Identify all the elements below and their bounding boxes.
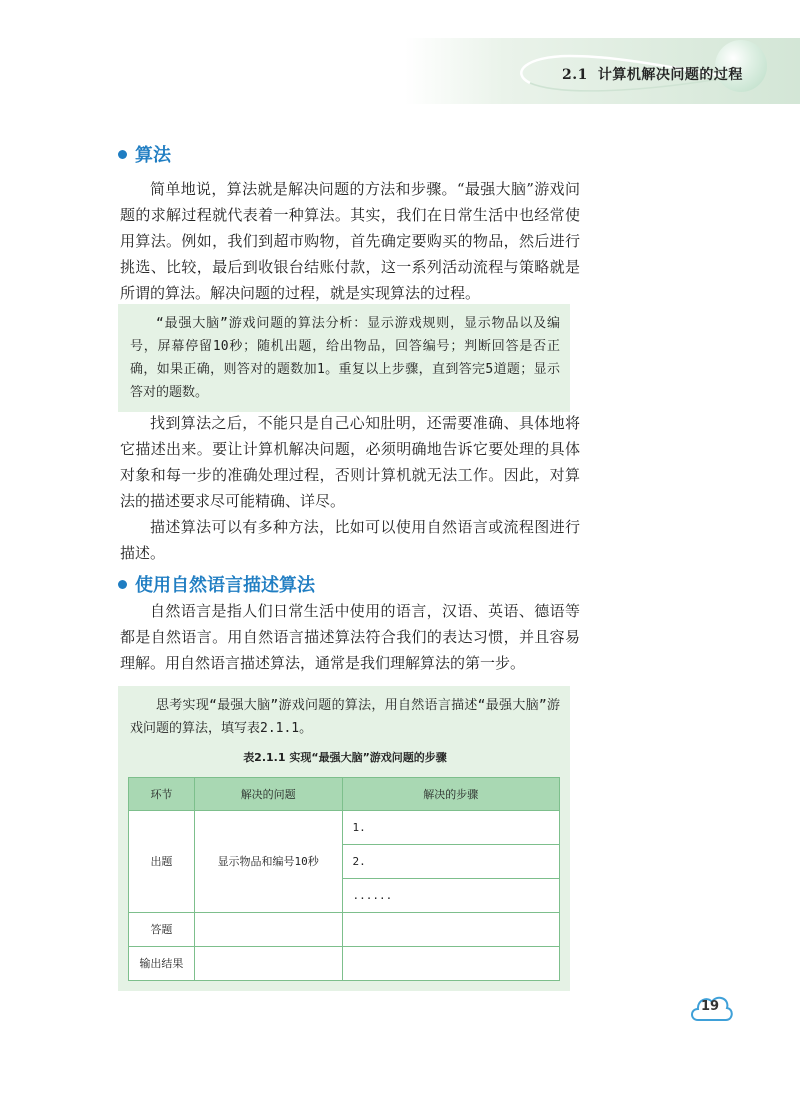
section-heading-text: 使用自然语言描述算法 (135, 575, 315, 596)
table-row (129, 811, 560, 845)
analysis-box-text: “最强大脑”游戏问题的算法分析：显示游戏规则，显示物品以及编号，屏幕停留10秒；随机出题，给出物品，回答编号；判断回答是否正确，如果正确，则答对的题数加1。重复以上步骤，直到答完5道题；显示答对的题数。 (130, 316, 560, 400)
table-cell-problem (194, 947, 342, 981)
table-cell-problem (194, 913, 342, 947)
table-cell-step (342, 913, 560, 947)
header-section-title: 计算机解决问题的过程 (597, 67, 743, 83)
bullet-dot-icon (118, 150, 127, 159)
table-cell-step: ...... (342, 879, 560, 913)
header-section-number: 2.1 (562, 67, 588, 83)
table-cell-problem: 显示物品和编号10秒 (194, 811, 342, 913)
paragraph-natural-language: 自然语言是指人们日常生活中使用的语言，汉语、英语、德语等都是自然语言。用自然语言描述算法符合我们的表达习惯，并且容易理解。用自然语言描述算法，通常是我们理解算法的第一步。 (120, 602, 580, 672)
paragraph-algorithm-intro: 简单地说，算法就是解决问题的方法和步骤。“最强大脑”游戏问题的求解过程就代表着一种算法。其实，我们在日常生活中也经常使用算法。例如，我们到超市购物，首先确定要购买的物品，然后进行挑选、比较，最后到收银台结账付款，这一系列活动流程与策略就是所谓的算法。解决问题的过程，就是实现算法的过程。 (120, 180, 580, 302)
table-header-problem: 解决的问题 (194, 778, 342, 811)
thinking-box-text: 思考实现“最强大脑”游戏问题的算法，用自然语言描述“最强大脑”游戏问题的算法，填写表2.1.1。 (130, 698, 560, 736)
paragraph-description-methods: 描述算法可以有多种方法，比如可以使用自然语言或流程图进行描述。 (120, 518, 580, 562)
table-cell-step: 2. (342, 845, 560, 879)
table-header-row (129, 778, 560, 811)
page-number: 19 (700, 999, 720, 1014)
table-header-steps: 解决的步骤 (342, 778, 560, 811)
table-cell-stage: 答题 (129, 913, 195, 947)
section-heading-algorithm (118, 141, 171, 167)
table-cell-stage: 出题 (129, 811, 195, 913)
table-row (129, 947, 560, 981)
bullet-dot-icon (118, 580, 127, 589)
steps-table (128, 777, 560, 981)
table-cell-step (342, 947, 560, 981)
section-heading-text: 算法 (135, 145, 171, 166)
table-caption: 表2.1.1 实现“最强大脑”游戏问题的步骤 (243, 751, 447, 764)
table-header-stage: 环节 (129, 778, 195, 811)
paragraph-describe-algorithm: 找到算法之后，不能只是自己心知肚明，还需要准确、具体地将它描述出来。要让计算机解决问题，必须明确地告诉它要处理的具体对象和每一步的准确处理过程，否则计算机就无法工作。因此，对算法的描述要求尽可能精确、详尽。 (120, 414, 580, 510)
table-cell-stage: 输出结果 (129, 947, 195, 981)
section-heading-natural-language (118, 571, 315, 597)
header-title (562, 64, 743, 84)
analysis-box (118, 304, 570, 412)
thinking-box (118, 686, 570, 991)
table-row (129, 913, 560, 947)
table-cell-step: 1. (342, 811, 560, 845)
